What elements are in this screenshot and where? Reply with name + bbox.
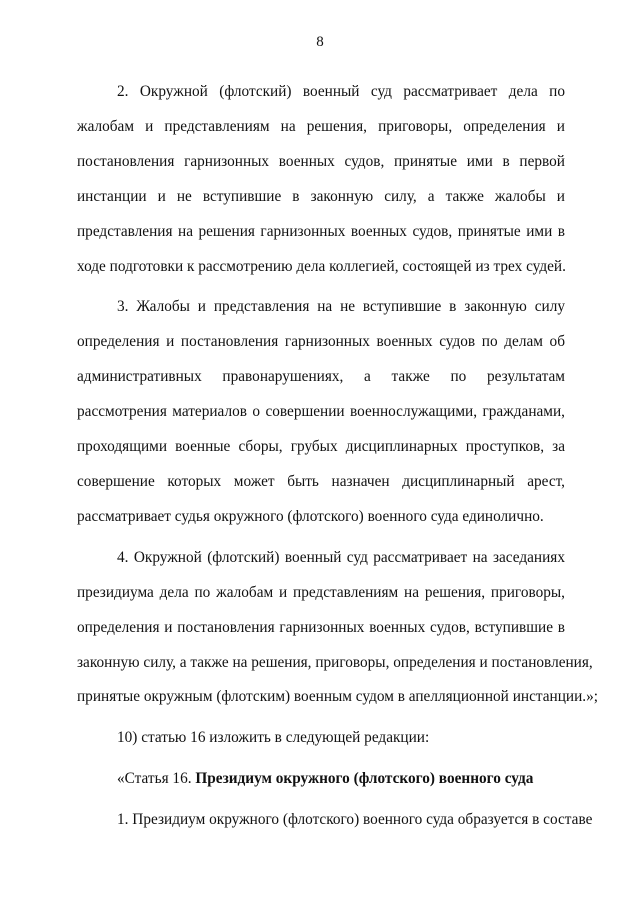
article-title: Президиум окружного (флотского) военного суда [195,770,534,788]
text-line: президиума дела по жалобам и представлениям на решения, приговоры, [77,583,565,601]
text-line: инстанции и не вступившие в законную силу, а также жалобы и [77,187,565,205]
article-heading [77,762,565,797]
text-line: 4. Окружной (флотский) военный суд рассматривает на заседаниях [117,548,565,566]
text-line: определения и постановления гарнизонных военных судов по делам об [77,333,565,351]
text-line: законную силу, а также на решения, приговоры, определения и постановления, [77,653,593,671]
text-line: проходящими военные сборы, грубых дисциплинарных проступков, за [77,438,565,456]
document-body [77,75,598,838]
page-number: 8 [316,34,324,50]
text-line: рассмотрения материалов о совершении военнослужащими, гражданами, [77,403,565,421]
text-line: жалобам и представлениям на решения, приговоры, определения и [77,117,565,135]
text-line: ходе подготовки к рассмотрению дела коллегией, состоящей из трех судей. [77,257,566,275]
text-line: постановления гарнизонных военных судов, принятые ими в первой [77,152,565,170]
text-line: административных правонарушениях, а также по результатам [77,368,565,386]
text-line: 3. Жалобы и представления на не вступившие в законную силу [117,298,565,316]
item-10: 10) статью 16 изложить в следующей редакции: [117,729,430,747]
article-point-1: 1. Президиум окружного (флотского) военного суда образуется в составе [117,811,593,829]
text-line: 2. Окружной (флотский) военный суд рассматривает дела по [117,83,565,100]
text-line: определения и постановления гарнизонных военных судов, вступившие в [77,618,565,636]
paragraph-3 [77,290,565,534]
text-line: принятые окружным (флотским) военным судом в апелляционной инстанции.»; [77,688,598,706]
text-line: представления на решения гарнизонных военных судов, принятые ими в [77,222,565,240]
text-line: рассматривает судья окружного (флотского) военного суда единолично. [77,507,544,525]
article-prefix: «Статья 16. [117,770,192,788]
paragraph-2 [77,75,565,284]
paragraph-4 [77,541,598,716]
text-line: совершение которых может быть назначен дисциплинарный арест, [77,472,565,490]
